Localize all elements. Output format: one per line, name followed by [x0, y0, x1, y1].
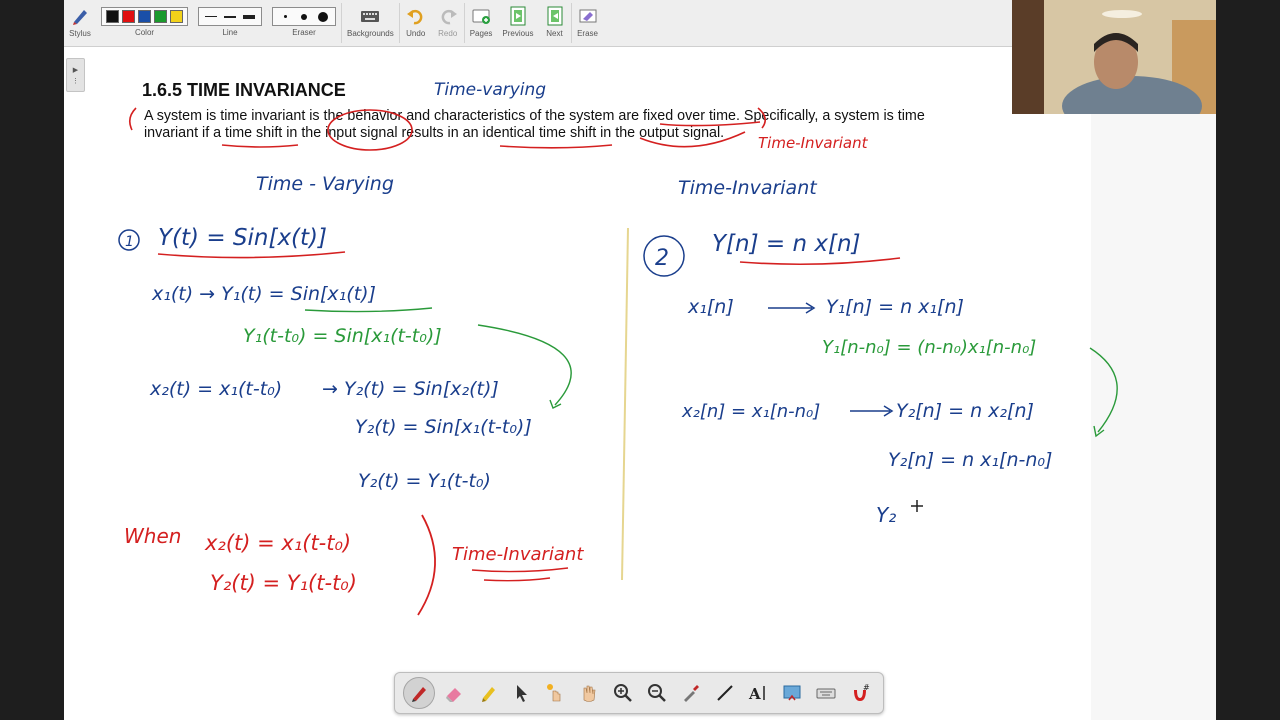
pan-hand-tool-button[interactable]	[574, 678, 604, 708]
when-label: When	[124, 524, 182, 548]
line-label: Line	[222, 28, 238, 37]
laser-pointer-tool-button[interactable]	[540, 678, 570, 708]
screenshot-icon	[781, 682, 803, 704]
left-line-2: Y₁(t-t₀) = Sin[x₁(t-t₀)]	[243, 325, 442, 347]
eraser-medium-option[interactable]	[296, 11, 312, 23]
stylus-icon	[69, 5, 91, 27]
line-tool-button[interactable]	[710, 678, 740, 708]
pointer-tool-button[interactable]	[506, 678, 536, 708]
svg-text:A: A	[749, 685, 761, 703]
grip-icon: ⋮	[72, 77, 79, 85]
laser-hand-icon	[544, 682, 566, 704]
screenshot-tool-button[interactable]	[777, 678, 807, 708]
zoom-out-tool-button[interactable]	[642, 678, 672, 708]
right-line-3b: Y₂[n] = n x₂[n]	[896, 400, 1034, 422]
color-group	[96, 0, 193, 46]
margin-note-time-varying: Time-varying	[434, 80, 547, 100]
svg-text:#: #	[862, 683, 870, 692]
line-icon	[714, 682, 736, 704]
redo-button[interactable]	[432, 0, 464, 46]
left-margin-strip	[0, 0, 64, 720]
conclusion-time-invariant: Time-Invariant	[452, 544, 584, 565]
color-swatch-yellow[interactable]	[170, 10, 183, 23]
stylus-button[interactable]	[64, 0, 96, 46]
side-panel-toggle[interactable]	[66, 58, 85, 92]
next-page-icon	[544, 5, 566, 27]
keyboard-icon	[815, 682, 837, 704]
color-swatches	[101, 7, 188, 26]
erase-page-icon	[577, 5, 599, 27]
right-line-1b: Y₁[n] = n x₁[n]	[826, 296, 964, 318]
when-condition-1: x₂(t) = x₁(t-t₀)	[205, 531, 352, 555]
line-thin-option[interactable]	[203, 11, 219, 23]
line-width-options	[198, 7, 262, 26]
redo-icon	[437, 5, 459, 27]
right-line-4: Y₂[n] = n x₁[n-n₀]	[888, 449, 1053, 471]
page-right-gutter	[1091, 114, 1216, 720]
backgrounds-label: Backgrounds	[347, 29, 394, 38]
eraser-small-option[interactable]	[277, 11, 293, 23]
definition-paragraph: A system is time invariant is the behavior and characteristics of the system are fixed over time. Specifically, a system is time invariant if a time shift in the input signal results in an identical time shift in the output signal.	[144, 108, 925, 141]
next-button[interactable]	[539, 0, 571, 46]
line-thick-option[interactable]	[241, 11, 257, 23]
line-medium-option[interactable]	[222, 11, 238, 23]
undo-label: Undo	[406, 29, 426, 38]
webcam-video	[1012, 0, 1216, 114]
next-label: Next	[546, 29, 563, 38]
erase-button[interactable]	[572, 0, 604, 46]
pen-tool-button[interactable]	[403, 677, 435, 709]
heading-time-invariant: Time-Invariant	[678, 177, 817, 199]
text-tool-button[interactable]	[743, 678, 773, 708]
right-line-1a: x₁[n]	[688, 296, 734, 318]
eyedropper-icon	[680, 682, 702, 704]
section-title: 1.6.5 TIME INVARIANCE	[142, 80, 346, 100]
zoom-in-tool-button[interactable]	[608, 678, 638, 708]
equation-1: Y(t) = Sin[x(t)]	[158, 225, 327, 251]
when-condition-2: Y₂(t) = Y₁(t-t₀)	[210, 571, 357, 595]
right-line-2: Y₁[n-n₀] = (n-n₀)x₁[n-n₀]	[822, 337, 1037, 358]
color-swatch-green[interactable]	[154, 10, 167, 23]
eraser-icon	[443, 682, 465, 704]
line-group	[193, 0, 267, 46]
redo-label: Redo	[438, 29, 458, 38]
right-margin-strip	[1216, 0, 1280, 720]
eraser-tool-button[interactable]	[439, 678, 469, 708]
cursor-arrow-icon	[510, 682, 532, 704]
eraser-group	[267, 0, 341, 46]
zoom-out-icon	[646, 682, 668, 704]
eraser-large-option[interactable]	[315, 11, 331, 23]
magnet-icon	[849, 682, 871, 704]
magnet-tool-button[interactable]	[845, 678, 875, 708]
pages-label: Pages	[469, 29, 493, 38]
undo-icon	[405, 5, 427, 27]
backgrounds-button[interactable]	[342, 0, 399, 46]
example-1-number: 1	[125, 234, 134, 250]
left-line-5: Y₂(t) = Y₁(t-t₀)	[358, 470, 491, 492]
text-icon	[747, 682, 769, 704]
right-line-3a: x₂[n] = x₁[n-n₀]	[682, 401, 821, 422]
top-toolbar	[64, 0, 1012, 47]
color-label: Color	[134, 28, 155, 37]
whiteboard-page[interactable]	[64, 47, 1091, 720]
right-line-5: Y₂	[876, 503, 897, 527]
left-line-3b: → Y₂(t) = Sin[x₂(t)]	[322, 378, 499, 400]
pen-icon	[408, 682, 430, 704]
keyboard-background-icon	[359, 5, 381, 27]
stylus-label: Stylus	[69, 29, 91, 38]
example-2-number: 2	[655, 246, 669, 271]
color-swatch-black[interactable]	[106, 10, 119, 23]
expand-arrow-icon: ▶	[72, 66, 79, 74]
left-line-3a: x₂(t) = x₁(t-t₀)	[150, 378, 283, 400]
heading-time-varying: Time - Varying	[256, 173, 394, 195]
undo-button[interactable]	[400, 0, 432, 46]
color-swatch-red[interactable]	[122, 10, 135, 23]
bottom-tool-dock	[394, 672, 884, 714]
erase-label: Erase	[577, 29, 598, 38]
equation-2: Y[n] = n x[n]	[712, 231, 861, 257]
previous-label: Previous	[502, 29, 534, 38]
highlighter-tool-button[interactable]	[473, 678, 503, 708]
margin-note-time-invariant: Time-Invariant	[758, 134, 868, 152]
pages-button[interactable]	[465, 0, 498, 46]
left-line-4: Y₂(t) = Sin[x₁(t-t₀)]	[355, 416, 532, 438]
pages-icon	[470, 5, 492, 27]
previous-page-icon	[507, 5, 529, 27]
highlighter-icon	[477, 682, 499, 704]
keyboard-tool-button[interactable]	[811, 678, 841, 708]
hand-icon	[578, 682, 600, 704]
color-picker-tool-button[interactable]	[676, 678, 706, 708]
eraser-size-options	[272, 7, 336, 26]
color-swatch-blue[interactable]	[138, 10, 151, 23]
zoom-in-icon	[612, 682, 634, 704]
webcam-feed-icon	[1012, 0, 1216, 114]
left-line-1: x₁(t) → Y₁(t) = Sin[x₁(t)]	[152, 283, 376, 305]
eraser-label: Eraser	[292, 28, 316, 37]
previous-button[interactable]	[497, 0, 538, 46]
